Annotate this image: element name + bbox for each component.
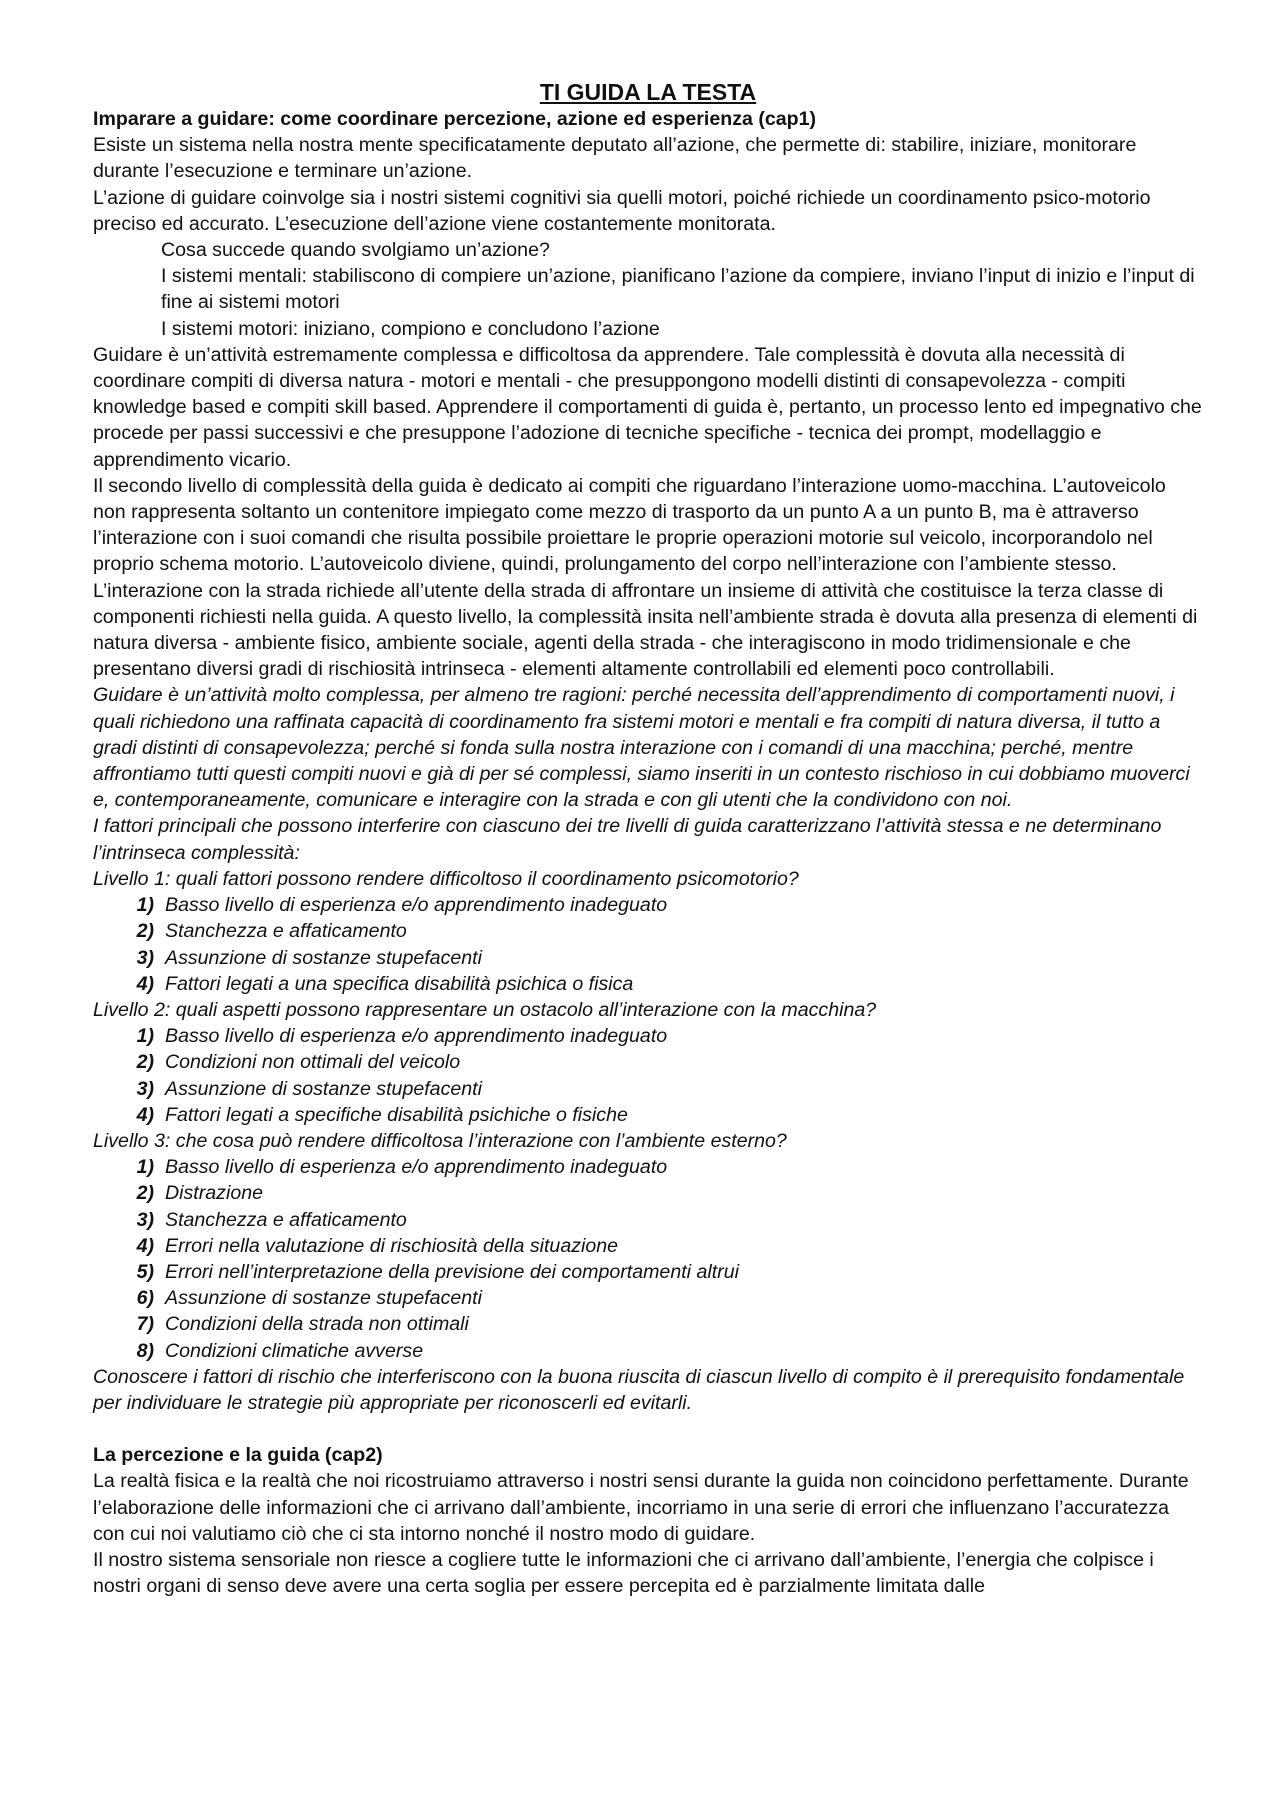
item-text: Distrazione [165,1182,264,1205]
indented-line: I sistemi mentali: stabiliscono di compiere un’azione, pianificano l’azione da compiere, inviano l’input di inizio e l’input di fine ai sistemi motori [161,265,1195,314]
item-number: 2) [136,920,154,943]
spacer [93,1416,1203,1442]
item-number: 6) [136,1287,154,1310]
item-number: 1) [136,894,154,917]
list-item [93,1154,1203,1180]
item-number: 4) [136,972,154,995]
list-item [93,892,1203,918]
item-number: 7) [136,1313,154,1336]
section-heading: La percezione e la guida (cap2) [93,1444,383,1467]
list-item [93,918,1203,944]
italic-paragraph: Guidare è un’attività molto complessa, per almeno tre ragioni: perché necessita dell’apprendimento di comportamenti nuovi, i quali richiedono una raffinata capacità di coordinamento fra sistemi motori e mentali e fra compiti di natura diversa, il tutto a gradi distinti di consapevolezza; perché si fonda sulla nostra interazione con i comandi di una macchina; perché, mentre affrontiamo tutti questi compiti nuovi e già di per sé complessi, siamo inseriti in un contesto rischioso in cui dobbiamo muoverci e, contemporaneamente, comunicare e interagire con la strada e con gli utenti che la condividono con noi. [93,684,1190,812]
item-text: Assunzione di sostanze stupefacenti [165,1077,482,1100]
item-text: Condizioni della strada non ottimali [165,1313,469,1336]
list-item [93,1338,1203,1364]
list-item [93,1076,1203,1102]
paragraph: Esiste un sistema nella nostra mente specificatamente deputato all’azione, che permette di: stabilire, iniziare, monitorare durante l’esecuzione e terminare un’azione. [93,134,1137,183]
item-number: 3) [136,946,154,969]
item-text: Errori nella valutazione di rischiosità della situazione [165,1234,619,1257]
item-number: 3) [136,1077,154,1100]
list-item [93,1259,1203,1285]
item-number: 1) [136,1025,154,1048]
level-question: Livello 2: quali aspetti possono rappresentare un ostacolo all’interazione con la macchina? [93,998,877,1021]
level-question: Livello 3: che cosa può rendere difficoltosa l’interazione con l’ambiente esterno? [93,1129,787,1152]
section-heading: Imparare a guidare: come coordinare percezione, azione ed esperienza (cap1) [93,108,817,130]
italic-paragraph: Conoscere i fattori di rischio che interferiscono con la buona riuscita di ciascun livello di compito è il prerequisito fondamentale per individuare le strategie più appropriate per riconoscerli ed evitarli. [93,1365,1185,1414]
item-number: 1) [136,1156,154,1179]
paragraph: Il secondo livello di complessità della guida è dedicato ai compiti che riguardano l’interazione uomo-macchina. L’autoveicolo non rappresenta soltanto un contenitore impiegato come mezzo di trasporto da un punto A a un punto B, ma è attraverso l’interazione con i suoi comandi che risulta possibile proiettare le proprie operazioni motorie sul veicolo, incorporandolo nel proprio schema motorio. L’autoveicolo diviene, quindi, prolungamento del corpo nell’interazione con l’ambiente stesso. [93,474,1166,576]
list-item [93,1285,1203,1311]
list-item [93,1049,1203,1075]
factor-list [93,1154,1203,1364]
item-number: 2) [136,1051,154,1074]
item-text: Condizioni climatiche avverse [165,1339,424,1362]
document-title: TI GUIDA LA TESTA [539,79,757,105]
indented-line: I sistemi motori: iniziano, compiono e concludono l’azione [161,317,660,340]
list-item [93,1233,1203,1259]
item-text: Stanchezza e affaticamento [165,1208,407,1231]
list-item [93,971,1203,997]
item-number: 5) [136,1260,154,1283]
list-item [93,1023,1203,1049]
paragraph: L’azione di guidare coinvolge sia i nostri sistemi cognitivi sia quelli motori, poiché richiede un coordinamento psico-motorio preciso ed accurato. L’esecuzione dell’azione viene costantemente monitorata. [93,186,1151,235]
paragraph: La realtà fisica e la realtà che noi ricostruiamo attraverso i nostri sensi durante la guida non coincidono perfettamente. Durante l’elaborazione delle informazioni che ci arrivano dall’ambiente, incorriamo in una serie di errori che influenzano l’accuratezza con cui noi valutiamo ciò che ci sta intorno nonché il nostro modo di guidare. [93,1470,1189,1545]
item-text: Errori nell’interpretazione della previsione dei comportamenti altrui [165,1260,739,1283]
paragraph: L’interazione con la strada richiede all’utente della strada di affrontare un insieme di attività che costituisce la terza classe di componenti richiesti nella guida. A questo livello, la complessità insita nell’ambiente strada è dovuta alla presenza di elementi di natura diversa - ambiente fisico, ambiente sociale, agenti della strada - che interagiscono in modo tridimensionale e che presentano diversi gradi di rischiosità intrinseca - elementi altamente controllabili ed elementi poco controllabili. [93,579,1198,681]
item-text: Assunzione di sostanze stupefacenti [165,1287,482,1310]
item-text: Fattori legati a specifiche disabilità psichiche o fisiche [165,1103,628,1126]
item-text: Condizioni non ottimali del veicolo [165,1051,461,1074]
item-text: Assunzione di sostanze stupefacenti [165,946,482,969]
item-text: Basso livello di esperienza e/o apprendimento inadeguato [165,1025,668,1048]
item-number: 8) [136,1339,154,1362]
list-item [93,1207,1203,1233]
item-number: 4) [136,1103,154,1126]
item-number: 4) [136,1234,154,1257]
item-text: Stanchezza e affaticamento [165,920,407,943]
factor-list [93,892,1203,997]
factor-list [93,1023,1203,1128]
indented-line: Cosa succede quando svolgiamo un’azione? [161,239,550,262]
item-number: 2) [136,1182,154,1205]
document-page [93,78,1203,1599]
list-item [93,1311,1203,1337]
level-question: Livello 1: quali fattori possono rendere difficoltoso il coordinamento psicomotorio? [93,867,799,890]
list-item [93,1102,1203,1128]
item-number: 3) [136,1208,154,1231]
paragraph: Il nostro sistema sensoriale non riesce a cogliere tutte le informazioni che ci arrivano dall’ambiente, l’energia che colpisce i nostri organi di senso deve avere una certa soglia per essere percepita ed è parzialmente limitata dalle [93,1548,1154,1598]
list-item [93,1180,1203,1206]
item-text: Basso livello di esperienza e/o apprendimento inadeguato [165,894,668,917]
italic-paragraph: I fattori principali che possono interferire con ciascuno dei tre livelli di guida caratterizzano l’attività stessa e ne determinano l’intrinseca complessità: [93,815,1162,864]
item-text: Basso livello di esperienza e/o apprendimento inadeguato [165,1156,668,1179]
list-item [93,945,1203,971]
item-text: Fattori legati a una specifica disabilità psichica o fisica [165,972,634,995]
paragraph: Guidare è un’attività estremamente complessa e difficoltosa da apprendere. Tale complessità è dovuta alla necessità di coordinare compiti di diversa natura - motori e mentali - che presuppongono modelli distinti di consapevolezza - compiti knowledge based e compiti skill based. Apprendere il comportamenti di guida è, pertanto, un processo lento ed impegnativo che procede per passi successivi e che presuppone l’adozione di tecniche specifiche - tecnica dei prompt, modellaggio e apprendimento vicario. [93,343,1202,471]
